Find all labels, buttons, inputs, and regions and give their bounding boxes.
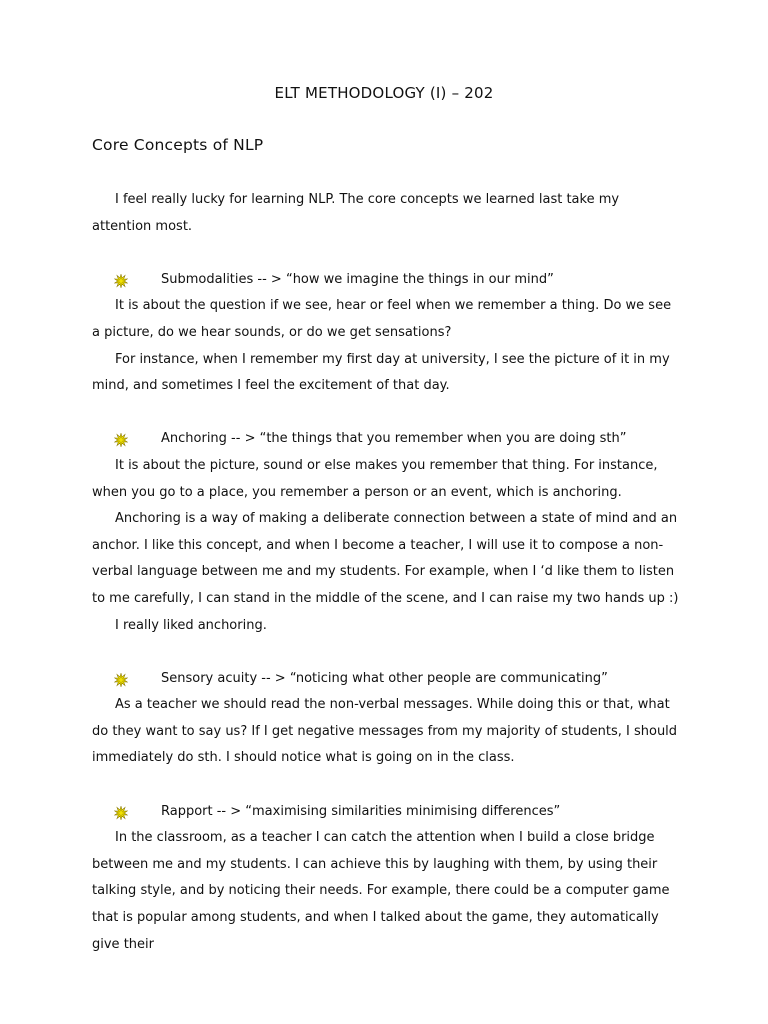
bullet-item-rapport [92,799,682,826]
bullet-text: Sensory acuity -- > “noticing what other people are communicating” [161,670,608,686]
paragraph: In the classroom, as a teacher I can catch the attention when I build a close bridge between me and my students. I can achieve this by laughing with them, by using their talking style, and by noticing their needs. For example, there could be a computer game that is popular among students, and when I talked about the game, they automatically give their [92,830,670,952]
document-title: ELT METHODOLOGY (I) – 202 [274,84,494,102]
paragraph: It is about the picture, sound or else makes you remember that thing. For instance, when you go to a place, you remember a person or an event, which is anchoring. [92,457,658,500]
starburst-bullet-icon [114,274,128,288]
intro-paragraph: I feel really lucky for learning NLP. The core concepts we learned last take my attention most. [92,192,620,234]
document-body [92,187,682,958]
bullet-item-submodalities [92,267,682,294]
bullet-text: Submodalities -- > “how we imagine the things in our mind” [161,271,554,287]
paragraph: It is about the question if we see, hear or feel when we remember a thing. Do we see a picture, do we hear sounds, or do we get sensations? [92,298,672,340]
starburst-bullet-icon [114,806,128,820]
paragraph: For instance, when I remember my first day at university, I see the picture of it in my mind, and sometimes I feel the excitement of that day. [92,351,670,394]
paragraph: Anchoring is a way of making a deliberate connection between a state of mind and an anchor. I like this concept, and when I become a teacher, I will use it to compose a non-verbal language between me and my students. For example, when I ‘d like them to listen to me carefully, I can stand in the middle of the scene, and I can raise my two hands up :) [92,511,679,606]
paragraph: As a teacher we should read the non-verbal messages. While doing this or that, what do they want to say us? If I get negative messages from my majority of students, I should immediately do sth. I should notice what is going on in the class. [92,697,678,766]
section-heading: Core Concepts of NLP [92,136,264,154]
bullet-text: Anchoring -- > “the things that you remember when you are doing sth” [161,431,627,447]
paragraph: I really liked anchoring. [115,617,267,633]
bullet-item-anchoring [92,426,682,453]
starburst-bullet-icon [114,433,128,447]
bullet-text: Rapport -- > “maximising similarities minimising differences” [161,803,561,819]
bullet-item-sensory-acuity [92,666,682,693]
starburst-bullet-icon [114,673,128,687]
